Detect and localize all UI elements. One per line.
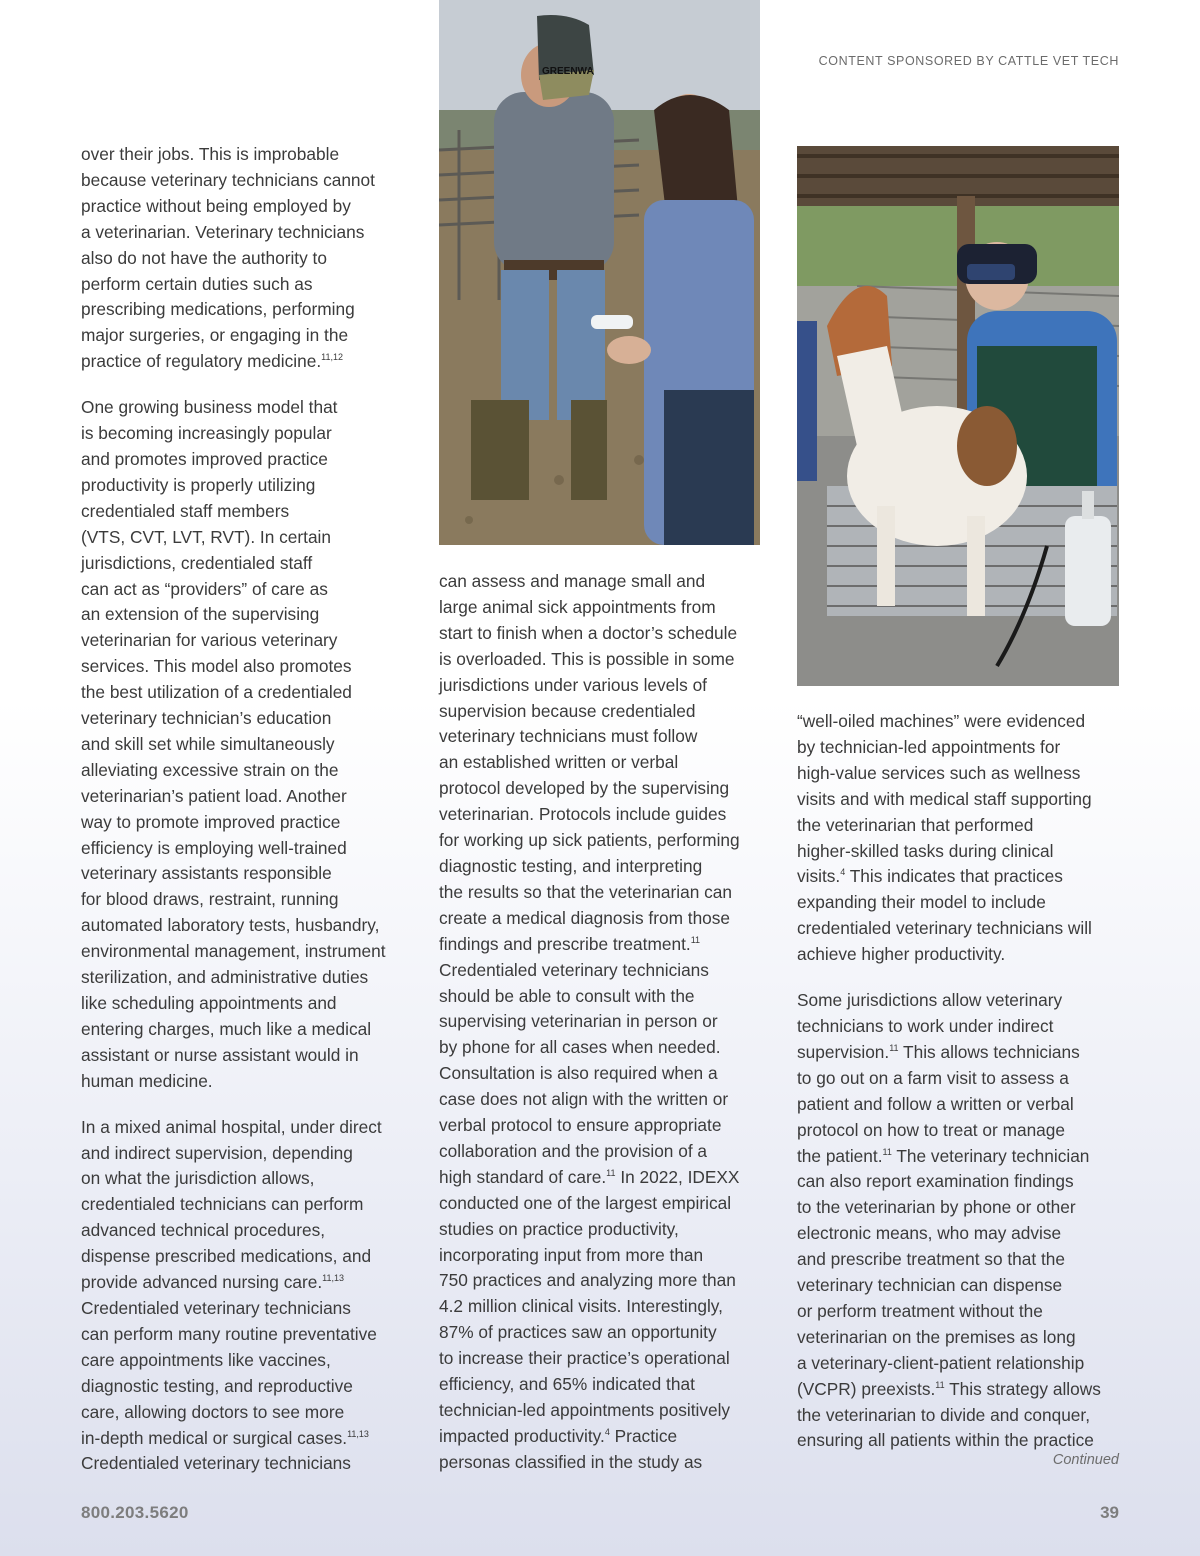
paragraph-text: Practice personas classified in the study as: [439, 1425, 703, 1472]
paragraph-text: Some jurisdictions allow veterinary technicians to work under indirect supervision.: [797, 990, 1063, 1062]
paragraph-text: This indicates that practices expanding their model to include credentialed veterinary technicians will achieve higher productivity.: [797, 866, 1092, 965]
article-column-2: [439, 569, 769, 1476]
continued-label: Continued: [1052, 1452, 1119, 1468]
article-column-3: [797, 709, 1127, 1454]
photo-goat-examination-image: [797, 146, 1119, 686]
paragraph: [797, 988, 1127, 1454]
citation-ref: 11,13: [347, 1428, 369, 1439]
paragraph-text: “well-oiled machines” were evidenced by technician-led appointments for high-value services such as wellness visits and with medical staff supporting the veterinarian that performed higher-skilled tasks during clinical visits.: [797, 711, 1092, 887]
paragraph-text: In a mixed animal hospital, under direct and indirect supervision, depending on what the jurisdiction allows, credentialed technicians can perform advanced technical procedures, dispense prescribed medications, and provide advanced nursing care.: [81, 1116, 382, 1293]
photo-technicians-in-pen: [439, 0, 760, 545]
citation-ref: 11,12: [321, 352, 343, 363]
paragraph: [81, 142, 411, 375]
citation-ref: 11,13: [322, 1273, 344, 1284]
article-column-1: [81, 142, 411, 1477]
paragraph-text: can assess and manage small and large animal sick appointments from start to finish when a doctor’s schedule is overloaded. This is possible in some jurisdictions under various levels of supervision because credentialed veterinary technicians must follow an established written or verbal protocol developed by the supervising veterinarian. Protocols include guides for working up sick patients, performing diagnostic testing, and interpreting the results so that the veterinarian can create a medical diagnosis from those findings and prescribe treatment.: [439, 571, 740, 954]
paragraph: [81, 1115, 411, 1478]
citation-ref: 11: [935, 1379, 945, 1390]
sponsor-header: CONTENT SPONSORED BY CATTLE VET TECH: [818, 54, 1119, 68]
paragraph: [81, 395, 411, 1094]
paragraph-text: In 2022, IDEXX conducted one of the largest empirical studies on practice productivity, incorporating input from more than 750 practices and analyzing more than 4.2 million clinical visits. Interestingly, 87% of practices saw an opportunity to increase their practice’s operational efficiency, and 65% indicated that technician-led appointments positively impacted productivity.: [439, 1166, 740, 1446]
paragraph-text: One growing business model that is becoming increasingly popular and promotes improved practice productivity is properly utilizing credentialed staff members (VTS, CVT, LVT, RVT). In certain jurisdictions, credentialed staff can act as “providers” of care as an extension of the supervising veterinarian for various veterinary services. This model also promotes the best utilization of a credentialed veterinary technician’s education and skill set while simultaneously alleviating excessive strain on the veterinarian’s patient load. Another way to promote improved practice efficiency is employing well-trained veterinary assistants responsible for blood draws, restraint, running automated laboratory tests, husbandry, environmental management, instrument sterilization, and administrative duties like scheduling appointments and entering charges, much like a medical assistant or nurse assistant would in human medicine.: [81, 397, 386, 1091]
paragraph: [439, 569, 769, 1476]
paragraph: [797, 709, 1127, 968]
citation-ref: 11: [690, 934, 701, 945]
cap-text: GREENWA: [542, 66, 594, 77]
page-number: 39: [1100, 1503, 1119, 1522]
photo-goat-examination: [797, 146, 1119, 686]
paragraph-text: over their jobs. This is improbable because veterinary technicians cannot practice without being employed by a veterinarian. Veterinary technicians also do not have the authority to perform certain duties such as prescribing medications, performing major surgeries, or engaging in the practice of regulatory medicine.: [81, 144, 375, 372]
photo-technicians-in-pen-image: [439, 0, 760, 545]
citation-ref: 11: [882, 1146, 892, 1157]
paragraph-text: Credentialed veterinary technicians can perform many routine preventative care appointments like vaccines, diagnostic testing, and reproductive care, allowing doctors to see more in-depth medical or surgical cases.: [81, 1297, 377, 1448]
footer-phone-number: 800.203.5620: [81, 1503, 189, 1522]
citation-ref: 4: [604, 1426, 610, 1437]
paragraph-text: Credentialed veterinary technicians should be able to consult with the supervising veterinarian in person or by phone for all cases when needed. Consultation is also required when a case does not align with the written or verbal protocol to ensure appropriate collaboration and the provision of a high standard of care.: [439, 959, 729, 1187]
citation-ref: 11: [889, 1042, 899, 1053]
paragraph-text: This allows technicians to go out on a farm visit to assess a patient and follow a written or verbal protocol on how to treat or manage the patient.: [797, 1041, 1080, 1166]
citation-ref: 11: [606, 1167, 616, 1178]
paragraph-text: Credentialed veterinary technicians: [81, 1453, 351, 1474]
paragraph-text: The veterinary technician can also report examination findings to the veterinarian by phone or other electronic means, who may advise and prescribe treatment so that the veterinary technician can dispense or perform treatment without the veterinarian on the premises as long a veterinary-client-patient relationship (VCPR) preexists.: [797, 1145, 1090, 1399]
citation-ref: 4: [840, 867, 846, 878]
paragraph-text: This strategy allows the veterinarian to divide and conquer, ensuring all patients within the practice: [797, 1378, 1101, 1451]
